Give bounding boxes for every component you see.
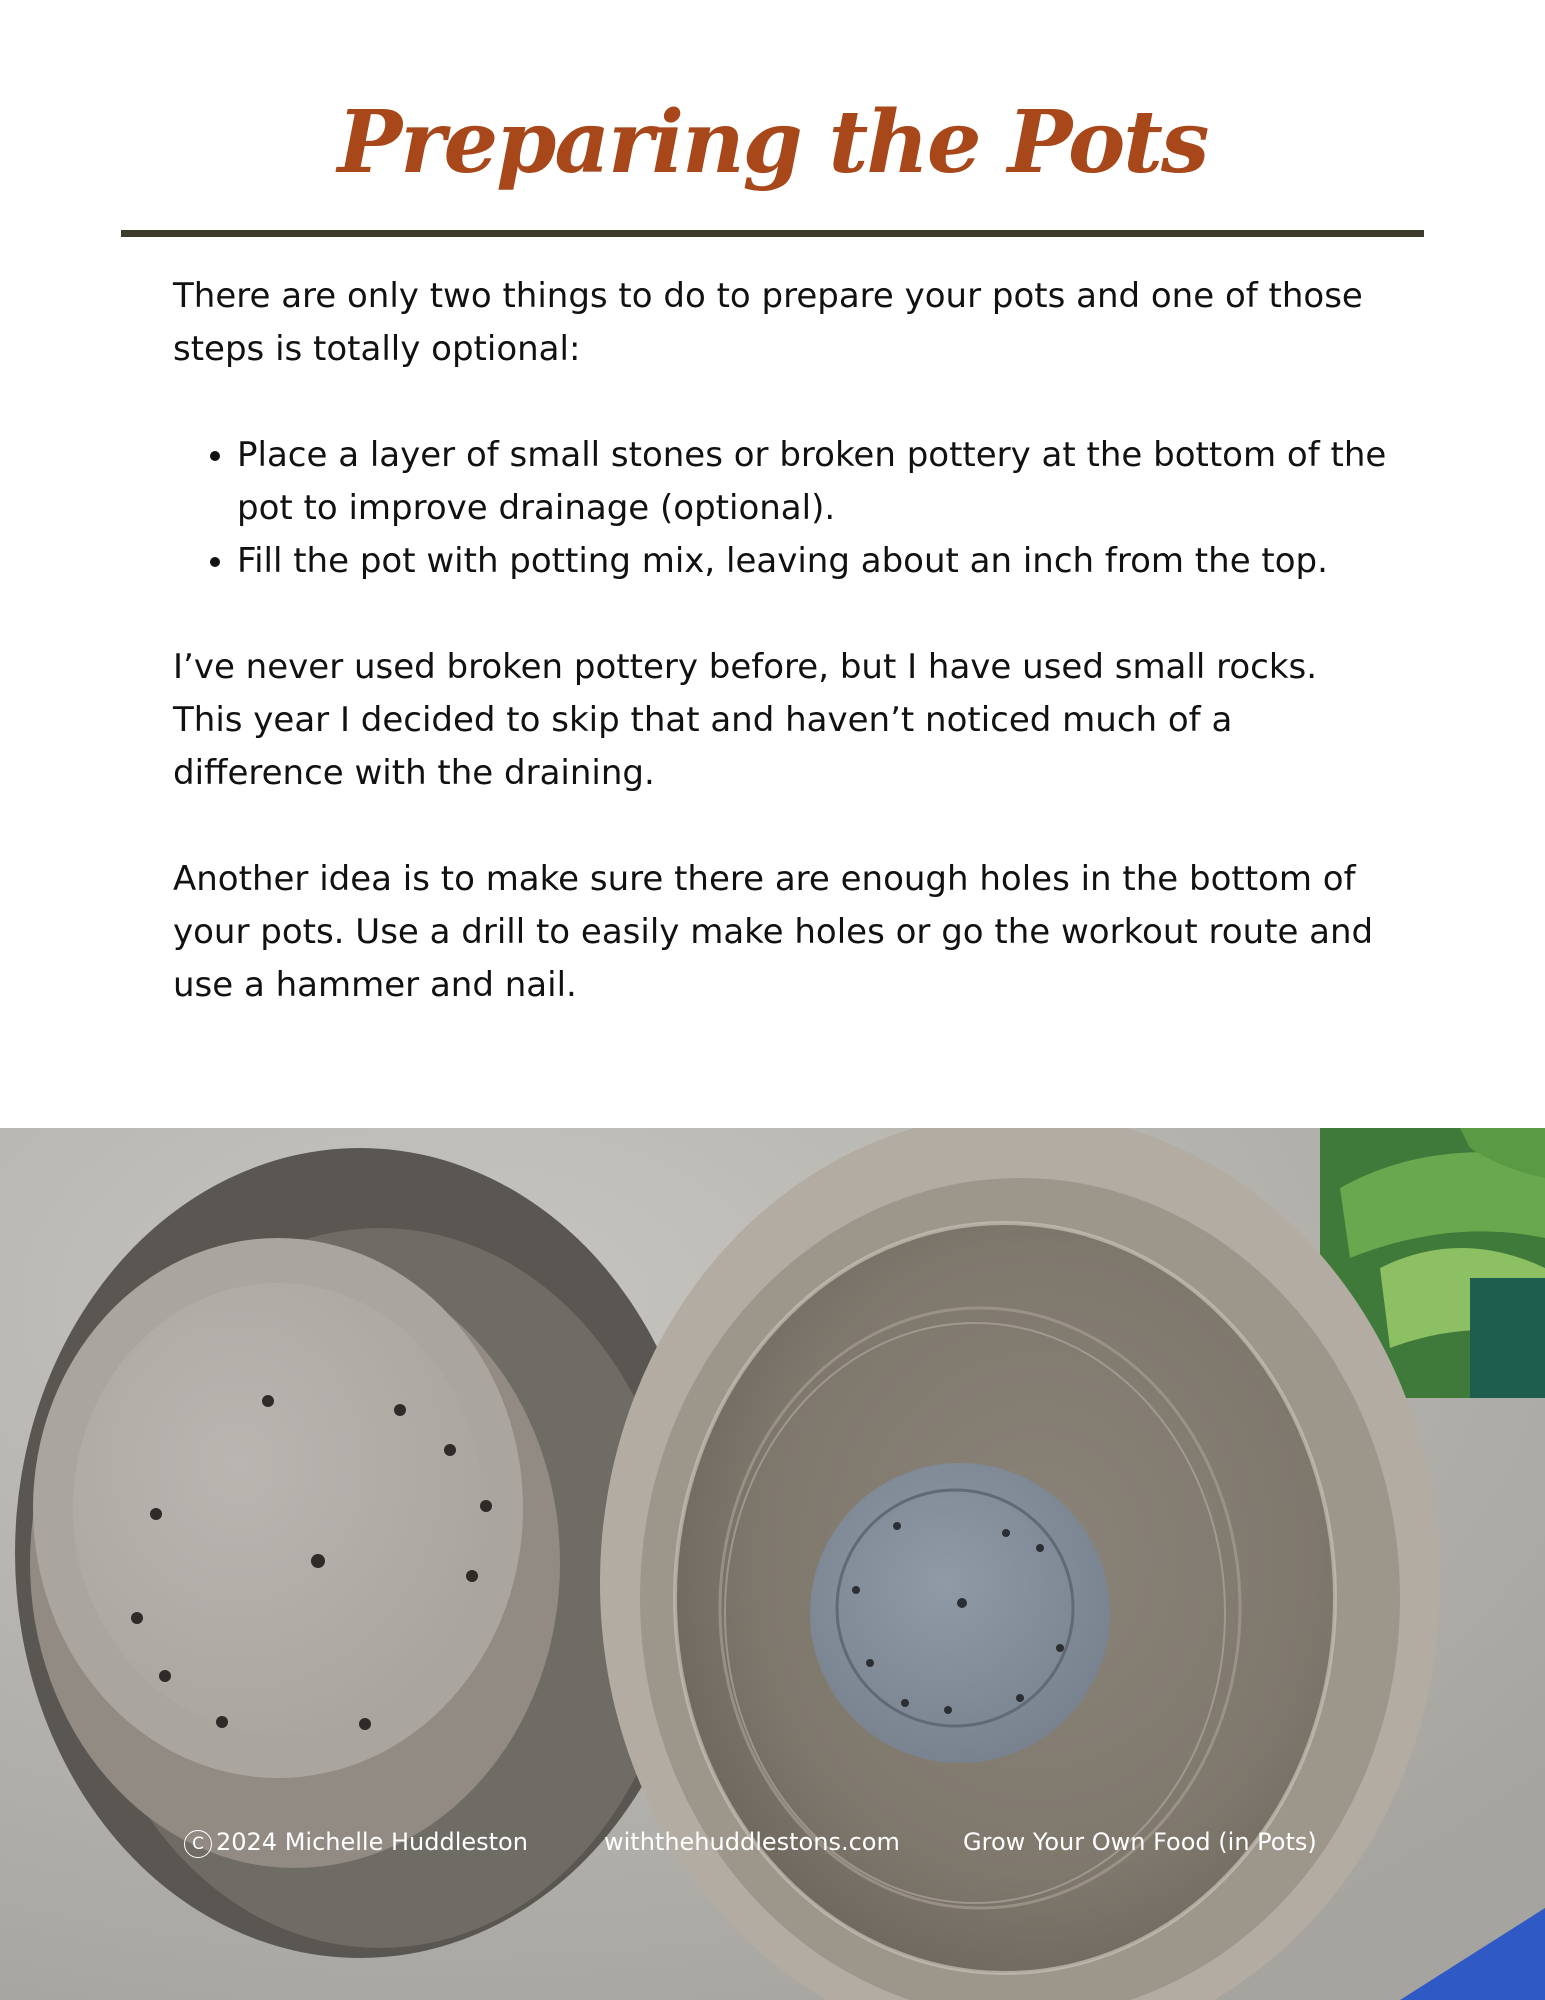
pots-illustration bbox=[0, 1128, 1545, 2000]
footer-website[interactable]: withthehuddlestons.com bbox=[604, 1828, 900, 1856]
large-pot bbox=[600, 1128, 1440, 2000]
page-footer bbox=[0, 1828, 1545, 1864]
inner-saucer bbox=[810, 1463, 1110, 1763]
experience-paragraph: I’ve never used broken pottery before, but I have used small rocks. This year I decided to skip that and haven’t noticed much of a difference with the draining. bbox=[173, 647, 1318, 793]
list-item: • Fill the pot with potting mix, leaving about an inch from the top. bbox=[237, 535, 1393, 588]
title-divider bbox=[121, 230, 1424, 237]
steps-list bbox=[173, 429, 1393, 588]
pots-photo bbox=[0, 1128, 1545, 2000]
body-text bbox=[173, 270, 1393, 1012]
footer-copyright: C 2024 Michelle Huddleston bbox=[184, 1828, 528, 1858]
footer-book-title: Grow Your Own Food (in Pots) bbox=[963, 1828, 1317, 1856]
page-title: Preparing the Pots bbox=[337, 92, 1208, 193]
copyright-icon: C bbox=[184, 1830, 212, 1858]
intro-paragraph: There are only two things to do to prepare your pots and one of those steps is totally optional: bbox=[173, 276, 1363, 369]
holes-paragraph: Another idea is to make sure there are enough holes in the bottom of your pots. Use a drill to easily make holes or go the workout route and use a hammer and nail. bbox=[173, 859, 1374, 1005]
list-item: • Place a layer of small stones or broken pottery at the bottom of the pot to improve drainage (optional). bbox=[237, 429, 1393, 535]
